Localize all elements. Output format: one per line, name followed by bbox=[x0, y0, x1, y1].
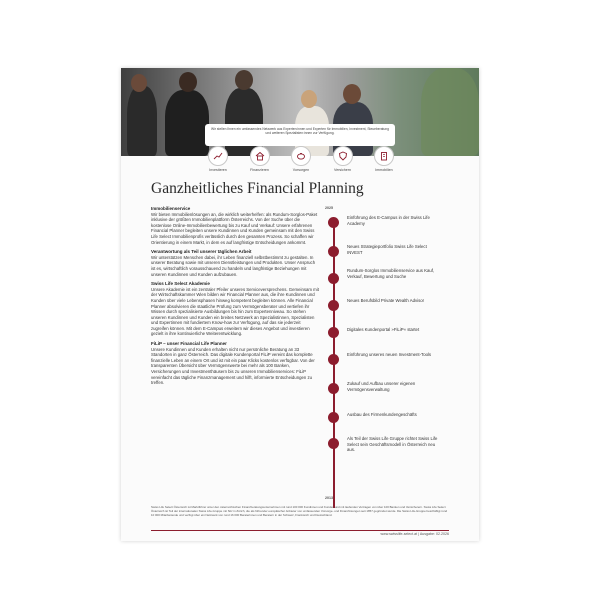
timeline-end-year: 2013 bbox=[325, 496, 333, 500]
timeline-start-year: 2025 bbox=[325, 206, 333, 210]
service-label: Versichern bbox=[334, 168, 351, 172]
timeline bbox=[325, 206, 465, 506]
service-label: Finanzieren bbox=[250, 168, 269, 172]
footer-url: www.swisslife-select.at bbox=[380, 532, 418, 536]
service-immobilien bbox=[367, 146, 401, 180]
section-body: Unsere Akademie ist ein zentraler Pfeiler unseres Serviceversprechens. Gemeinsam mit der Wirtschaftskammer Wien bilden wir Financial Planner aus, die ihre Kundinnen und Kunden über viele Lebensphasen hinweg kompetent begleiten können. Alle Financial Planner absolvieren die staatliche Prüfung zum Vermögensberater und vertiefen ihr Wissen durch spezialisierte Ausbildungen bis hin zum Expertenniveau. So stehen unseren Kundinnen und Kunden ein breites Netzwerk an Spezialistinnen, Spezialisten und Expertinnen mit fundiertem Know-how zur Verfügung, auf das sie jederzeit zugreifen können. Mit dem E-Campus erweitern wir dieses Angebot und investieren gezielt in ihre kontinuierliche Weiterentwicklung. bbox=[151, 286, 319, 337]
service-label: Vorsorgen bbox=[292, 168, 310, 172]
timeline-dot bbox=[328, 354, 339, 365]
timeline-event: Digitales Kundenportal »FiLiP« startet bbox=[347, 327, 420, 332]
footer-divider bbox=[151, 530, 449, 531]
timeline-event: Neues Strategieportfolio Swiss Life Select INVEST bbox=[347, 244, 427, 255]
timeline-dot bbox=[328, 246, 339, 257]
timeline-event: Ausbau des Firmenkundengeschäfts bbox=[347, 412, 417, 417]
timeline-event: Neues Berufsbild Private Wealth Advisor bbox=[347, 298, 425, 303]
footer-text: Swiss Life Select Österreich ist Marktführer unter den österreichischen Finanzberatungsunternehmen mit rund 100 000 Kundinnen und Kunden und mit laufenden Vertragen von über 100 Banken und Versicherern. Swiss Life Select Österreich ist Teil der internationalen Swiss Life-Gruppe mit Sitz in Zürich, die als führender europäischer Anbieter von umfassenden Vorsorge- und Finanzlösungen seit 1857 gegründet wurde. Die Swiss Life-Gruppe beschäftigt rund 10 000 Mitarbeitende und verfügt über ein Netzwerk von rund 16 000 Beraterinnen und Beratern in der Schweiz, Frankreich und Deutschland. bbox=[151, 505, 448, 517]
piggy-bank-icon bbox=[291, 146, 311, 166]
timeline-dot bbox=[328, 217, 339, 228]
section-heading: Immobilienservice bbox=[151, 206, 191, 211]
service-versichern bbox=[326, 146, 360, 180]
timeline-dot bbox=[328, 412, 339, 423]
service-vorsorgen bbox=[284, 146, 318, 180]
section-heading: FiLiP – unser Financial Life Planner bbox=[151, 341, 227, 347]
section-heading: Verantwortung als Teil unserer täglichen Arbeit bbox=[151, 249, 252, 255]
section-body: Unsere Kundinnen und Kunden erhalten nicht nur persönliche Beratung an 33 Standorten in ganz Österreich. Das digitale Kundenportal FiLiP vereint das komplette finanzielle Leben an einem Ort und ist mit ein paar Klicks kostenlos verfügbar. Von der transparenten Übersicht über Vermögenswerte bei mehr als 100 Banken, Versicherungen und Investmenthäusern bis zu unseren Immobilienservices: FiLiP vereinfacht das tägliche Finanzmanagement und hilft, informierte Entscheidungen zu treffen. bbox=[151, 346, 315, 386]
document-page bbox=[121, 68, 479, 541]
service-label: Immobilien bbox=[375, 168, 393, 172]
footer-url-edition bbox=[381, 532, 449, 536]
section-body: Wir unterstützen Menschen dabei, ihr Leben finanziell selbstbestimmt zu gestalten. In unserer Beratung sowie mit unseren Dienstleistungen und Produkten. Unser Anspruch ist es, wirtschaftlich vorausschauend zu handeln und langfristige Beziehungen mit unseren Kundinnen und Kunden aufzubauen. bbox=[151, 254, 316, 277]
timeline-dot bbox=[328, 438, 339, 449]
footer-separator: | bbox=[418, 532, 420, 536]
service-label: Investieren bbox=[209, 168, 227, 172]
text-column bbox=[151, 206, 319, 390]
section-body: Wir bieten Immobilienlösungen an, die wirklich weiterhelfen: als Rundum-Sorglos-Paket inklusive der größten Immobilienplattform Österreichs. Von der Suche über die kostenlose Online-Immobilienbewertung bis zu Kauf und Verkauf: Unsere erfahrenen Financial Planner begleiten unsere Kundinnen und Kunden gemeinsam mit den Swiss Life Select Immobilienprofis verlässlich durch den gesamten Prozess. So schaffen wir Orientierung in einem Markt, in dem es auf langfristige Entscheidungen ankommt. bbox=[151, 211, 318, 245]
timeline-dot bbox=[328, 273, 339, 284]
timeline-event: Einführung des E-Campus in der Swiss Life Academy bbox=[347, 215, 430, 226]
timeline-dot bbox=[328, 383, 339, 394]
house-euro-icon bbox=[250, 146, 270, 166]
section-heading: Swiss Life Select Akademie bbox=[151, 281, 210, 287]
timeline-dot bbox=[328, 327, 339, 338]
timeline-event: Zukauf und Aufbau unserer eigenen Vermögensverwaltung bbox=[347, 381, 416, 392]
page-title: Ganzheitliches Financial Planning bbox=[151, 180, 364, 197]
services-icon-row bbox=[201, 146, 401, 180]
timeline-event: Als Teil der Swiss Life Gruppe richtet Swiss Life Select sein Geschäftsmodell in Österreich neu aus. bbox=[347, 436, 438, 453]
service-investieren bbox=[201, 146, 235, 180]
intro-banner: Wir stellen Ihnen ein umfassendes Netzwerk aus Experten:innen und Experten für Immobilien, Investment, Steueberatung und weiteren Spezialisten:innen zur Verfügung. bbox=[205, 124, 395, 146]
building-icon bbox=[374, 146, 394, 166]
chart-icon bbox=[208, 146, 228, 166]
timeline-event: Rundum-Sorglos Immobilienservice aus Kauf, Verkauf, Bewertung und Suche bbox=[347, 268, 435, 279]
footer-edition: Ausgabe: 02.2026 bbox=[419, 532, 449, 536]
shield-icon bbox=[333, 146, 353, 166]
timeline-dot bbox=[328, 300, 339, 311]
timeline-event: Einführung unseres neuen Investment-Tools bbox=[347, 352, 432, 357]
service-finanzieren bbox=[243, 146, 277, 180]
